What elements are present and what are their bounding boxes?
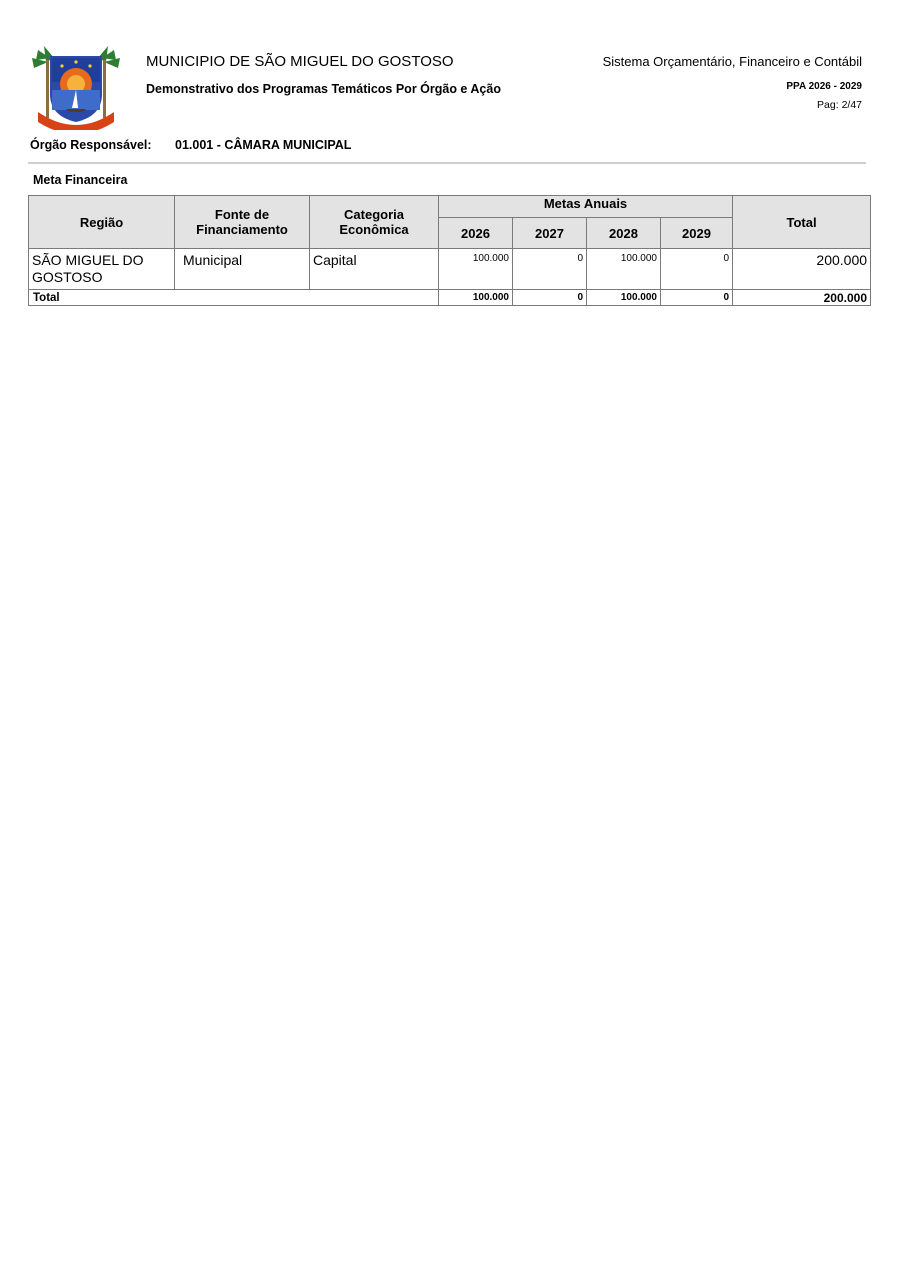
ppa-period: PPA 2026 - 2029 <box>786 81 862 92</box>
municipal-coat-of-arms-logo <box>28 42 124 130</box>
total-value-2029: 0 <box>661 290 733 306</box>
cell-fonte: Municipal <box>175 249 310 290</box>
cell-value-2026: 100.000 <box>439 249 513 290</box>
section-divider <box>28 162 866 164</box>
cell-categoria: Capital <box>310 249 439 290</box>
header-year: 2029 <box>661 218 733 249</box>
total-value-2028: 100.000 <box>587 290 661 306</box>
header-regiao: Região <box>29 196 175 249</box>
table-row <box>29 249 871 290</box>
total-value-2026: 100.000 <box>439 290 513 306</box>
cell-total: 200.000 <box>733 249 871 290</box>
header-total: Total <box>733 196 871 249</box>
header-categoria: Categoria Econômica <box>310 196 439 249</box>
orgao-responsavel <box>30 138 351 152</box>
total-row <box>29 290 871 306</box>
header-year: 2028 <box>587 218 661 249</box>
meta-financeira-table <box>28 195 871 306</box>
cell-regiao: SÃO MIGUEL DO GOSTOSO <box>29 249 175 290</box>
header-fonte: Fonte de Financiamento <box>175 196 310 249</box>
cell-value-2029: 0 <box>661 249 733 290</box>
orgao-value: 01.001 - CÂMARA MUNICIPAL <box>175 138 352 152</box>
report-title: Demonstrativo dos Programas Temáticos Por Órgão e Ação <box>146 82 501 96</box>
section-title: Meta Financeira <box>33 173 128 187</box>
cell-value-2028: 100.000 <box>587 249 661 290</box>
system-name: Sistema Orçamentário, Financeiro e Contábil <box>602 54 862 69</box>
total-grand: 200.000 <box>733 290 871 306</box>
cell-value-2027: 0 <box>513 249 587 290</box>
header-year: 2027 <box>513 218 587 249</box>
total-value-2027: 0 <box>513 290 587 306</box>
page-number: Pag: 2/47 <box>817 99 862 111</box>
orgao-label: Órgão Responsável: <box>30 138 152 152</box>
header-metas-anuais: Metas Anuais <box>439 196 733 218</box>
total-label: Total <box>29 290 439 306</box>
header-year: 2026 <box>439 218 513 249</box>
municipality-name: MUNICIPIO DE SÃO MIGUEL DO GOSTOSO <box>146 53 454 70</box>
